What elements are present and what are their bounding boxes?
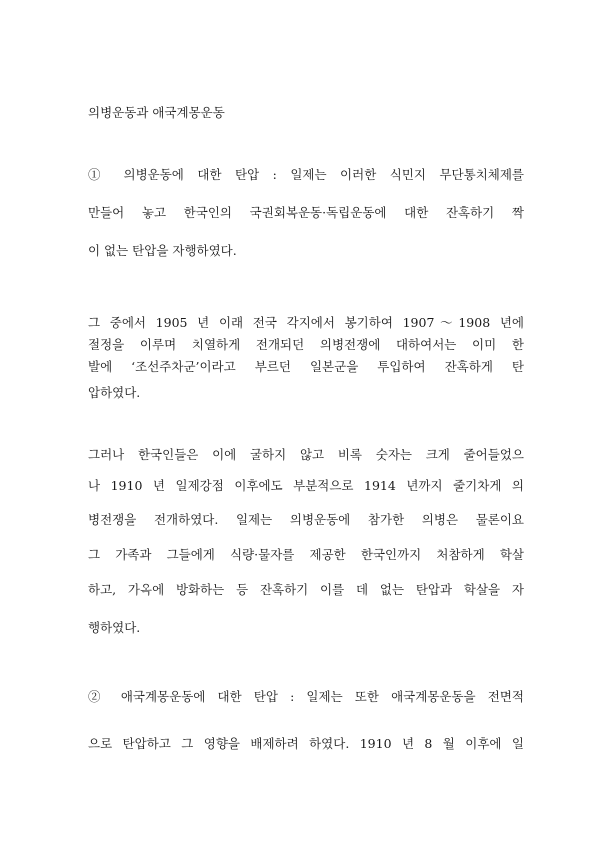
paragraph-line: 발에 ‘조선주차군’이라고 부르던 일본군을 투입하여 잔혹하게 탄	[88, 359, 524, 374]
paragraph-line: ① 의병운동에 대한 탄압 : 일제는 이러한 식민지 무단통치체제를	[88, 167, 524, 182]
paragraph-line: 하고, 가옥에 방화하는 등 잔혹하기 이를 데 없는 탄압과 학살을 자	[88, 582, 524, 597]
paragraph-line: 병전쟁을 전개하였다. 일제는 의병운동에 참가한 의병은 물론이요	[88, 512, 524, 527]
paragraph-line: 압하였다.	[88, 385, 141, 400]
paragraph-line: 나 1910 년 일제강점 이후에도 부분적으로 1914 년까지 줄기차게 의	[88, 478, 524, 493]
paragraph-line: 만들어 놓고 한국인의 국권회복운동·독립운동에 대한 잔혹하기 짝	[88, 205, 524, 220]
document-title: 의병운동과 애국계몽운동	[88, 105, 225, 120]
paragraph-line: 으로 탄압하고 그 영향을 배제하려 하였다. 1910 년 8 월 이후에 일	[88, 736, 524, 751]
paragraph-line: 행하였다.	[88, 620, 141, 635]
paragraph-line: 이 없는 탄압을 자행하였다.	[88, 243, 237, 258]
paragraph-line: 그 중에서 1905 년 이래 전국 각지에서 봉기하여 1907～1908 년에	[88, 315, 524, 330]
paragraph-line: ② 애국계몽운동에 대한 탄압 : 일제는 또한 애국계몽운동을 전면적	[88, 689, 524, 704]
paragraph-line: 그러나 한국인들은 이에 굴하지 않고 비록 숫자는 크게 줄어들었으	[88, 447, 524, 462]
paragraph-line: 그 가족과 그들에게 식량·물자를 제공한 한국인까지 처참하게 학살	[88, 547, 524, 562]
paragraph-line: 절정을 이루며 치열하게 전개되던 의병전쟁에 대하여서는 이미 한	[88, 337, 524, 352]
